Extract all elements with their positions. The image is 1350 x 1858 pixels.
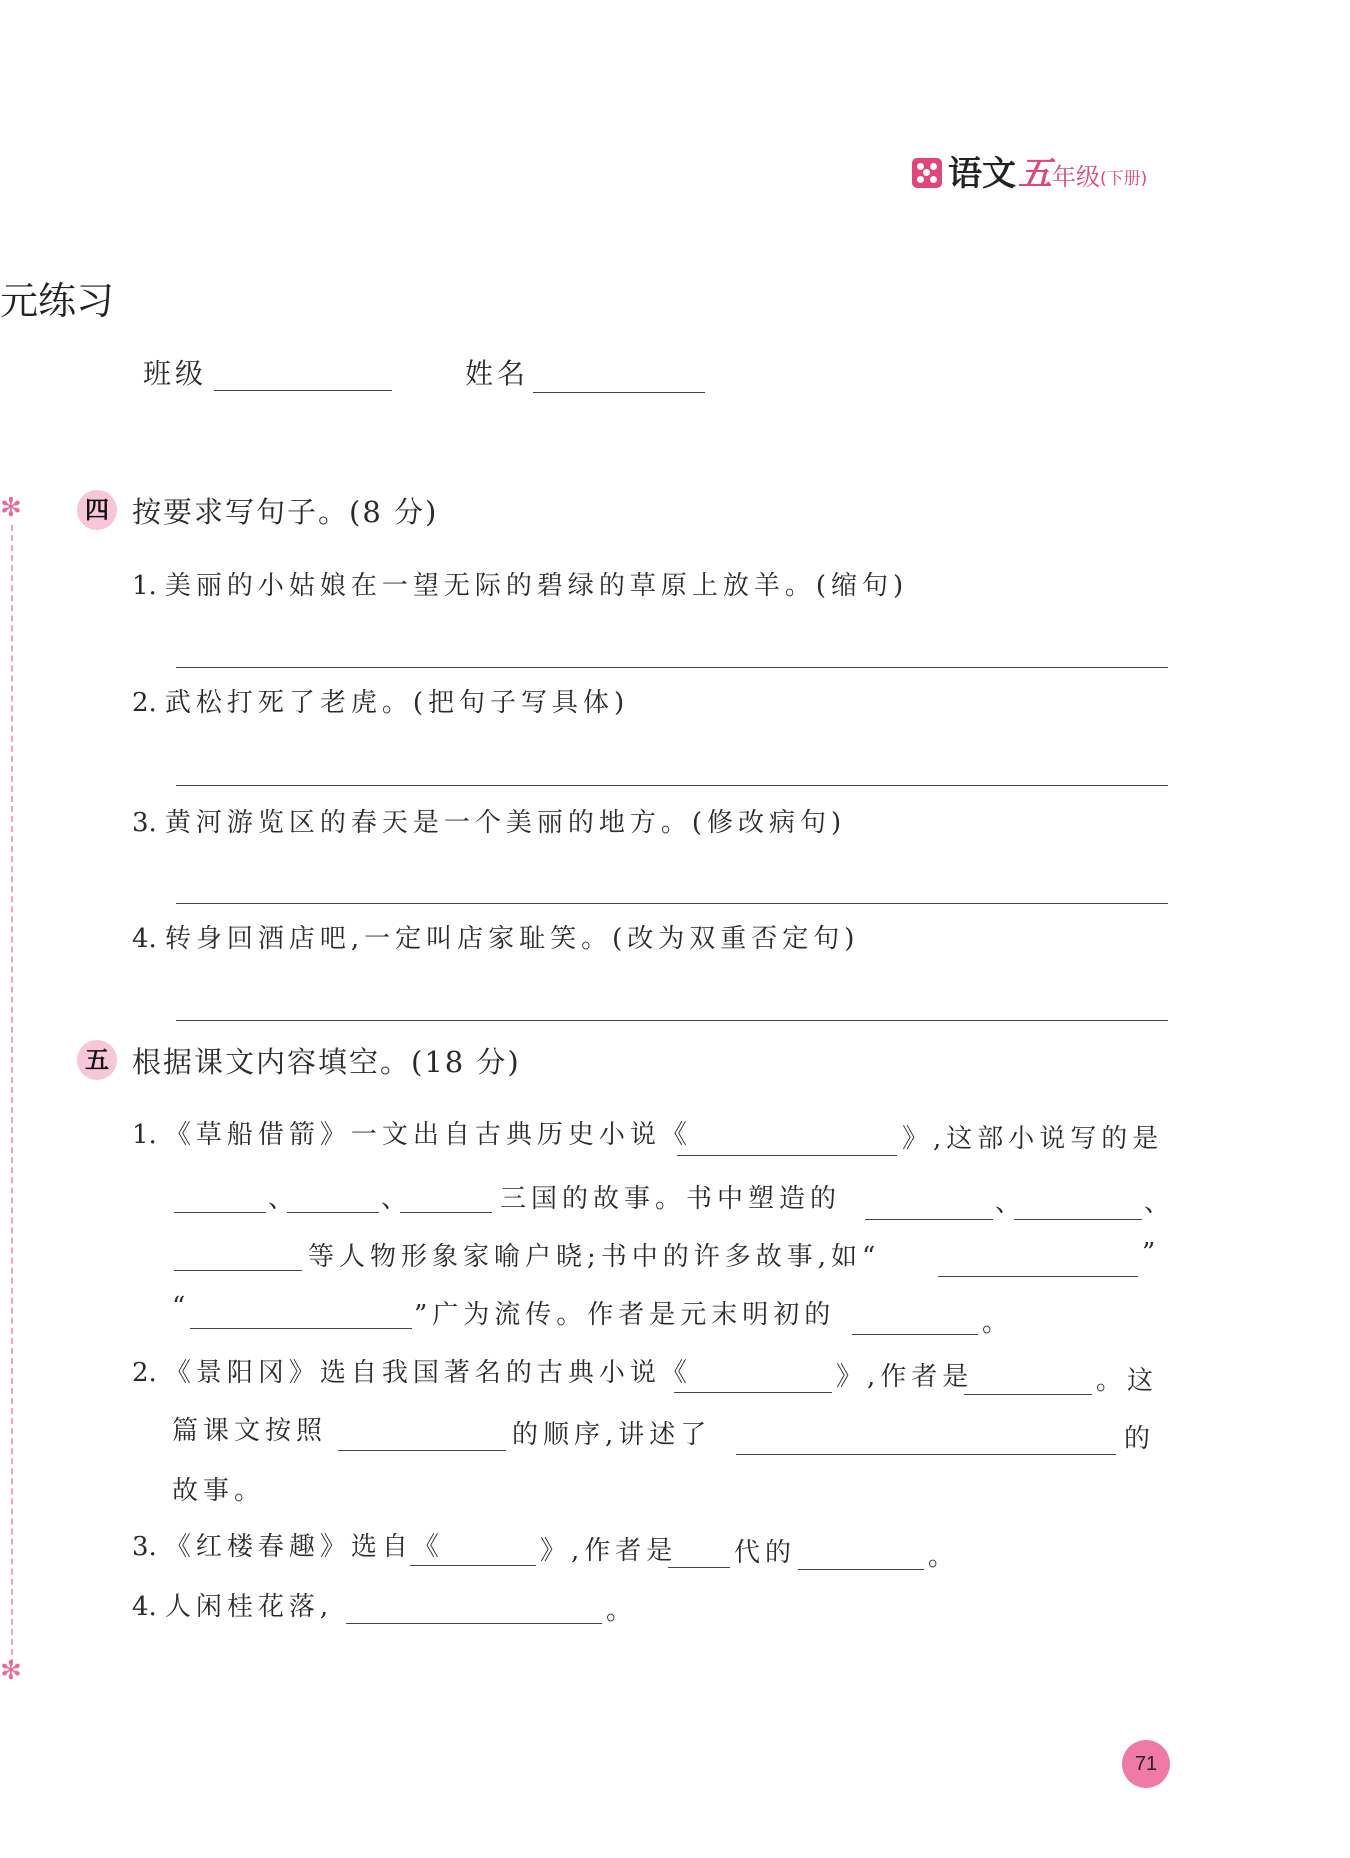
s4-answer-line-2[interactable] bbox=[176, 785, 1168, 786]
s5-q3-blank-author[interactable] bbox=[798, 1569, 924, 1570]
s4-question-3 bbox=[132, 802, 846, 839]
s5-q2-blank-order[interactable] bbox=[338, 1450, 506, 1451]
class-label: 班级 bbox=[143, 357, 208, 390]
s4-question-2 bbox=[132, 682, 629, 719]
s5-q2-line1 bbox=[132, 1352, 692, 1389]
s5-q2-text-d: 篇课文按照 bbox=[172, 1416, 328, 1446]
question-number: 2. bbox=[132, 688, 157, 718]
brand-grade-number: 五 bbox=[1018, 154, 1052, 194]
question-text: 《景阳冈》选自我国著名的古典小说《 bbox=[164, 1358, 692, 1388]
s5-q2-blank-story[interactable] bbox=[736, 1454, 1116, 1455]
s5-q1-text-e: ”广为流传。作者是元末明初的 bbox=[414, 1300, 836, 1330]
brand-grade: 年级 bbox=[1052, 163, 1100, 191]
s5-q1-text-c: 三国的故事。书中塑造的 bbox=[500, 1184, 842, 1214]
s5-q3-line bbox=[132, 1526, 444, 1563]
question-number: 3. bbox=[132, 1532, 157, 1562]
question-text: 《红楼春趣》选自《 bbox=[164, 1532, 444, 1562]
section-5-badge: 五 bbox=[77, 1040, 117, 1080]
s5-q2-blank-author[interactable] bbox=[964, 1394, 1092, 1395]
s5-q1-quote-open: “ bbox=[172, 1292, 191, 1322]
s5-q1-blank-kingdom-1[interactable] bbox=[174, 1212, 266, 1213]
question-number: 3. bbox=[132, 808, 157, 838]
s5-q1-blank-character-3[interactable] bbox=[174, 1270, 302, 1271]
margin-dashed-line bbox=[11, 525, 13, 1665]
s5-q1-blank-story-2[interactable] bbox=[190, 1328, 412, 1329]
question-text: 转身回酒店吧,一定叫店家耻笑。(改为双重否定句) bbox=[164, 924, 860, 954]
class-field[interactable] bbox=[214, 390, 392, 391]
s5-q1-blank-kingdom-3[interactable] bbox=[400, 1212, 492, 1213]
s5-q2-text-c: 。这 bbox=[1096, 1366, 1159, 1396]
section-5-title: 根据课文内容填空。(18 分) bbox=[132, 1045, 521, 1079]
s5-q3-blank-dynasty[interactable] bbox=[668, 1567, 730, 1568]
s5-q1-period: 。 bbox=[982, 1308, 1014, 1338]
s5-q1-sep-1: 、 bbox=[268, 1184, 300, 1214]
s5-q4-blank-poem[interactable] bbox=[346, 1623, 602, 1624]
s5-q1-blank-story-1[interactable] bbox=[938, 1276, 1138, 1277]
section-4-badge: 四 bbox=[77, 490, 117, 530]
question-text: 人闲桂花落, bbox=[164, 1592, 334, 1622]
s5-q3-text-b: 》,作者是 bbox=[540, 1536, 678, 1566]
question-number: 2. bbox=[132, 1358, 157, 1388]
s5-q1-blank-character-1[interactable] bbox=[865, 1219, 993, 1220]
question-text: 《草船借箭》一文出自古典历史小说《 bbox=[164, 1120, 692, 1150]
page-number: 71 bbox=[1122, 1740, 1170, 1788]
s5-q1-blank-novel[interactable] bbox=[677, 1155, 897, 1156]
question-number: 4. bbox=[132, 1592, 157, 1622]
s5-q1-text-b: 》,这部小说写的是 bbox=[902, 1124, 1164, 1154]
s5-q2-text-g: 故事。 bbox=[172, 1476, 266, 1506]
s4-question-1 bbox=[132, 565, 908, 602]
dice-logo-icon bbox=[912, 158, 942, 188]
s5-q2-text-f: 的 bbox=[1124, 1424, 1156, 1454]
s5-q4-period: 。 bbox=[606, 1596, 638, 1626]
s5-q1-blank-character-2[interactable] bbox=[1014, 1219, 1142, 1220]
question-number: 4. bbox=[132, 924, 157, 954]
section-4-title: 按要求写句子。(8 分) bbox=[132, 495, 439, 529]
s4-answer-line-1[interactable] bbox=[176, 667, 1168, 668]
s4-answer-line-3[interactable] bbox=[176, 903, 1168, 904]
book-brand bbox=[912, 150, 1147, 194]
question-number: 1. bbox=[132, 1120, 157, 1150]
s5-q2-blank-novel[interactable] bbox=[674, 1392, 832, 1393]
s5-q1-blank-kingdom-2[interactable] bbox=[287, 1212, 379, 1213]
unit-title: 元练习 bbox=[0, 279, 115, 323]
s5-q1-line1 bbox=[132, 1114, 692, 1151]
flower-icon: ✻ bbox=[0, 493, 22, 523]
s4-answer-line-4[interactable] bbox=[176, 1020, 1168, 1021]
s5-q3-blank-book[interactable] bbox=[410, 1565, 536, 1566]
question-text: 武松打死了老虎。(把句子写具体) bbox=[164, 688, 630, 718]
brand-subject: 语文 bbox=[948, 154, 1016, 194]
s5-q3-period: 。 bbox=[928, 1542, 960, 1572]
s5-q1-sep-4: 、 bbox=[1144, 1188, 1176, 1218]
question-number: 1. bbox=[132, 571, 157, 601]
question-text: 美丽的小姑娘在一望无际的碧绿的草原上放羊。(缩句) bbox=[164, 571, 909, 601]
name-label: 姓名 bbox=[465, 357, 530, 390]
s4-question-4 bbox=[132, 918, 859, 955]
s5-q1-quote-close: ” bbox=[1142, 1238, 1161, 1268]
name-field[interactable] bbox=[533, 392, 705, 393]
brand-term: (下册) bbox=[1100, 169, 1148, 189]
s5-q1-sep-2: 、 bbox=[381, 1184, 413, 1214]
s5-q1-sep-3: 、 bbox=[995, 1188, 1027, 1218]
s5-q2-text-b: 》,作者是 bbox=[836, 1362, 974, 1392]
s5-q1-text-d: 等人物形象家喻户晓;书中的许多故事,如“ bbox=[308, 1242, 881, 1272]
flower-icon: ✻ bbox=[0, 1656, 22, 1686]
question-text: 黄河游览区的春天是一个美丽的地方。(修改病句) bbox=[164, 808, 847, 838]
s5-q2-text-e: 的顺序,讲述了 bbox=[512, 1420, 712, 1450]
s5-q3-text-c: 代的 bbox=[734, 1538, 797, 1568]
s5-q1-blank-author[interactable] bbox=[852, 1334, 978, 1335]
s5-q4-line bbox=[132, 1586, 333, 1623]
